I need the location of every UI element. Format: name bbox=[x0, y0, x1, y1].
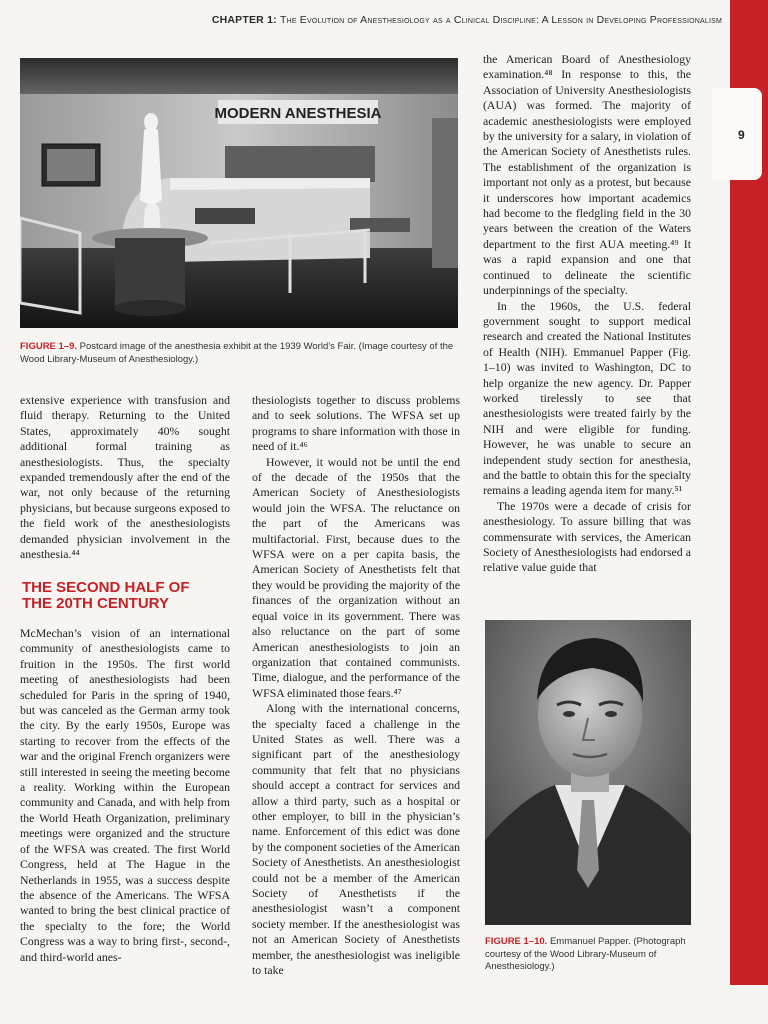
exhibit-sign: MODERN ANESTHESIA bbox=[214, 105, 382, 122]
figure-1-9-photo bbox=[20, 58, 458, 328]
figure-1-10-caption bbox=[485, 936, 695, 974]
figure-label: FIGURE 1–10. bbox=[485, 936, 548, 947]
heading-line: THE 20TH CENTURY bbox=[22, 595, 169, 612]
page-number-tab bbox=[712, 88, 762, 180]
paragraph: extensive experience with transfusion and fluid therapy. Returning to the United States, approximately 40% sought additional formal training as anesthesiologists. Thus, the specialty expanded tremendously after the end of the war, not only because of the returning physicians, but because surgeons exposed to the field work of the anesthesiologists demanded physician involvement in the anesthesia.⁴⁴ bbox=[20, 393, 230, 562]
column-left-bottom bbox=[20, 626, 230, 965]
paragraph: McMechan’s vision of an international community of anesthesiologists came to fruition in the 1950s. The first world meeting of anesthesiologists had been scheduled for Paris in the spring of 1940, but was canceled as the German army took the city. By the early 1950s, Europe was starting to recover from the effects of the war and the original French organizers were still interested in seeing the meeting become a reality. Working within the European community and Canada, and with help from the World Heath Organization, preliminary meetings were organized and the structure of the WFSA was created. The first World Congress, held at The Hague in the Netherlands in 1955, was a success despite the absence of the Americans. The WFSA wanted to bring the best clinical practice of the specialty to the fore; the World Congress was a way to bring first-, second-, and third-world anes- bbox=[20, 626, 230, 964]
header-chapter: CHAPTER 1: bbox=[211, 14, 277, 26]
heading-line: THE SECOND HALF OF bbox=[22, 579, 190, 596]
page-number: 9 bbox=[738, 128, 745, 142]
header-title: The Evolution of Anesthesiology as a Clinical Discipline: A Lesson in Developing Professionalism bbox=[279, 14, 722, 26]
paragraph: thesiologists together to discuss problems and to seek solutions. The WFSA set up programs to share information with those in need of it.⁴⁶ bbox=[252, 393, 460, 454]
paragraph: the American Board of Anesthesiology examination.⁴⁸ In response to this, the Association of University Anesthesiologists (AUA) was formed. The majority of academic anesthesiologists were employed by the university for a salary, in violation of the American Society of Anesthetists rules. The establishment of the organization is important not only as a protest, but because it underscores how important academics had become to the fledgling field in the 30 years between the creation of the Waters department to the first AUA meeting.⁴⁹ It was a rapid expansion and one that continued to delineate the scientific underpinnings of the specialty. bbox=[483, 52, 691, 298]
figure-label: FIGURE 1–9. bbox=[20, 341, 78, 352]
caption-text: Postcard image of the anesthesia exhibit at the 1939 World’s Fair. (Image courtesy of the Wood Library-Museum of Anesthesiology.) bbox=[20, 341, 454, 365]
paragraph: In the 1960s, the U.S. federal government sought to support medical research and created the National Institutes of Health (NIH). Emmanuel Papper (Fig. 1–10) was invited to Washington, DC to help organize the new agency. Dr. Papper worked tirelessly to see that anesthesiologists were treated fairly by the NIH and were eligible for funding. However, he was unable to secure an independent study section for anesthesia, and the battle to obtain this for the specialty remains a leading agenda item for many.⁵¹ bbox=[483, 298, 691, 498]
paragraph: The 1970s were a decade of crisis for anesthesiology. To assure billing that was commensurate with services, the American Society of Anesthesiologists had endorsed a relative value guide that bbox=[483, 498, 691, 575]
caption-text: Emmanuel Papper. (Photograph courtesy of the Wood Library-Museum of Anesthesiology.) bbox=[485, 936, 686, 972]
column-middle bbox=[252, 393, 460, 978]
column-right bbox=[483, 52, 691, 576]
paragraph: Along with the international concerns, the specialty faced a challenge in the United States as well. There was a significant part of the anesthesiology community that felt that no physicians should accept a contract for services and allow a third party, such as a hospital or other employer, to bill in the physician’s name. Enforcement of this edict was done by the component societies of the American Society of Anesthetists. An anesthesiologist could not be a member of the American Society of Anesthetists if the anesthesiologist wasn’t a component society member. If the anesthesiologist was not an American Society of Anesthetists member, the anesthesiologist was ineligible to take bbox=[252, 701, 460, 978]
column-left-top bbox=[20, 393, 230, 562]
figure-1-9-caption bbox=[20, 341, 460, 366]
figure-1-10-portrait bbox=[485, 620, 691, 925]
section-heading bbox=[22, 580, 190, 612]
paragraph: However, it would not be until the end of the decade of the 1950s that the American Society of Anesthesiologists would join the WFSA. The reluctance on the part of the Americans was multifactorial. First, because dues to the WFSA were on a per capita basis, the American Society of Anesthetists felt that they would be providing the majority of the finances of the organization without an equal voice in its government. There was also reluctance on the part of some American anesthesiologists to join an organization that contained communists. Time, dialogue, and the performance of the WFSA eliminated those fears.⁴⁷ bbox=[252, 454, 460, 700]
running-header bbox=[110, 14, 722, 26]
